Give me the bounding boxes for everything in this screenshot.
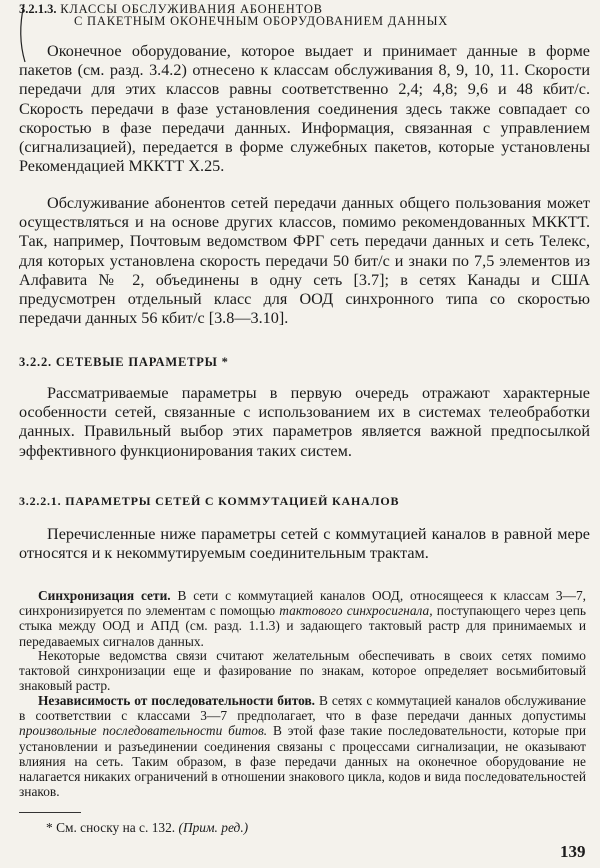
footnote-emphasis: (Прим. ред.) — [178, 820, 249, 835]
paragraph-5-emphasis: тактового синхросигнала, — [279, 603, 433, 619]
footnote-divider — [19, 812, 81, 813]
footnote — [46, 820, 248, 835]
paragraph-5 — [19, 588, 586, 649]
paragraph-7-text-b: В этой фазе такие последовательности, которые при установлении и разъединении соединения связаны с процессами сигнализации, не оказывают влияния на сеть. Таким образом, в фазе передачи данных на оконечное оборудование не налагается никаких ограничений в отношении знакового цикла, кодов и вида последовательностей знаков. — [19, 723, 586, 800]
paragraph-2: Обслуживание абонентов сетей передачи данных общего пользования может осуществляться и на основе других классов, помимо рекомендованных МККТТ. Так, например, Почтовым ведомством ФРГ сеть передачи данных и сеть Телекс, для которых установлена скорость передачи 50 бит/с и знаки по 7,5 элементов из Алфавита № 2, объединены в одну сеть [3.7]; в сетях Канады и США предусмотрен отдельный класс для ООД синхронного типа со скоростью передачи данных 56 кбит/с [3.8—3.10]. — [19, 194, 590, 328]
section-heading-3-2-2: 3.2.2. СЕТЕВЫЕ ПАРАМЕТРЫ * — [19, 355, 229, 369]
paragraph-7-text-a: В сетях с коммутацией каналов обслуживание в соответствии с классами 3—7 предполагает, что в фазе передачи данных допустимы — [19, 693, 586, 724]
section-number: 3.2.1.3. — [19, 2, 57, 16]
heading-line-2: С ПАКЕТНЫМ ОКОНЕЧНЫМ ОБОРУДОВАНИЕМ ДАННЫХ — [74, 14, 449, 28]
paragraph-1: Оконечное оборудование, которое выдает и принимает данные в форме пакетов (см. разд. 3.4.2) отнесено к классам обслуживания 8, 9, 10, 11. Скорости передачи для этих классов равны соответственно 2,4; 4,8; 9,6 и 48 кбит/с. Скорость передачи в фазе установления соединения здесь также совпадает со скоростью в фазе передачи данных. Информация, связанная с управлением (сигнализацией), передается в форме служебных пакетов, которые установлены Рекомендацией МККТТ Х.25. — [19, 42, 590, 176]
paragraph-6: Некоторые ведомства связи считают желательным обеспечивать в своих сетях помимо тактовой синхронизации еще и фазирование по знакам, которое определяет восьмибитовый знаковый растр. — [19, 648, 586, 694]
paragraph-4: Перечисленные ниже параметры сетей с коммутацией каналов в равной мере относятся и к некоммутируемым соединительным трактам. — [19, 525, 590, 563]
footnote-marker: * — [46, 820, 53, 835]
term-sync: Синхронизация сети. — [38, 588, 171, 603]
paragraph-5-text-a: В сети с коммутацией каналов ООД, относящееся к классам 3—7, синхронизируется по элементам с помощью — [19, 588, 586, 619]
page-number: 139 — [560, 842, 586, 861]
term-bit-independence: Независимость от последовательности битов. — [38, 693, 316, 708]
heading-line-1: КЛАССЫ ОБСЛУЖИВАНИЯ АБОНЕНТОВ — [60, 2, 323, 16]
section-heading-3-2-2-1: 3.2.2.1. ПАРАМЕТРЫ СЕТЕЙ С КОММУТАЦИЕЙ КАНАЛОВ — [19, 494, 400, 508]
paragraph-5-text-b: поступающего через цепь стыка между ООД и АПД (см. разд. 1.1.3) и задающего тактовый растр для принимаемых и передаваемых сигналов данных. — [19, 603, 586, 649]
footnote-text: См. сноску на с. 132. — [56, 820, 179, 835]
paragraph-7 — [19, 693, 586, 799]
subsection-heading-line2-wrap — [74, 14, 594, 28]
paragraph-7-emphasis: произвольные последовательности битов. — [19, 723, 268, 739]
paragraph-3: Рассматриваемые параметры в первую очередь отражают характерные особенности сетей, связанные с использованием их в системах телеобработки данных. Правильный выбор этих параметров является важной предпосылкой эффективного функционирования таких систем. — [19, 384, 590, 460]
